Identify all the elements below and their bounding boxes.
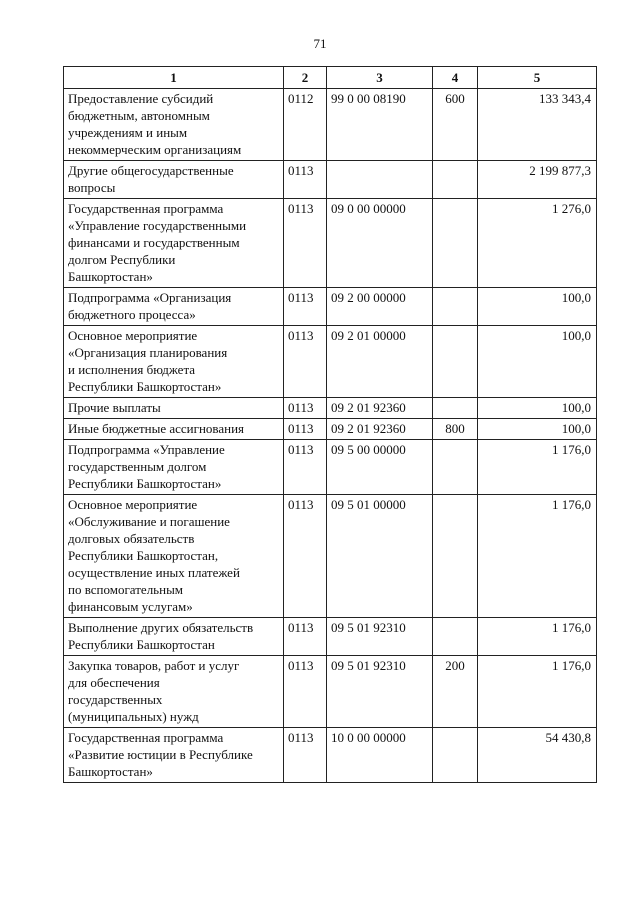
row-type <box>433 618 478 656</box>
row-target: 09 5 01 92310 <box>327 618 433 656</box>
row-section: 0113 <box>284 199 327 288</box>
table-row <box>64 419 597 440</box>
row-type: 800 <box>433 419 478 440</box>
row-target: 09 2 01 00000 <box>327 326 433 398</box>
row-type <box>433 199 478 288</box>
row-name: Выполнение других обязательств Республики Башкортостан <box>64 618 284 656</box>
table-row <box>64 89 597 161</box>
row-target: 99 0 00 08190 <box>327 89 433 161</box>
table-row <box>64 288 597 326</box>
header-col-3: 3 <box>327 67 433 89</box>
row-section: 0113 <box>284 440 327 495</box>
row-section: 0113 <box>284 656 327 728</box>
row-type <box>433 495 478 618</box>
row-name: Подпрограмма «Управление государственным долгом Республики Башкортостан» <box>64 440 284 495</box>
row-section: 0113 <box>284 161 327 199</box>
row-section: 0113 <box>284 495 327 618</box>
budget-table <box>63 66 597 783</box>
row-name: Основное мероприятие «Организация планирования и исполнения бюджета Республики Башкортостан» <box>64 326 284 398</box>
row-target: 09 5 01 92310 <box>327 656 433 728</box>
row-section: 0113 <box>284 288 327 326</box>
row-name: Предоставление субсидий бюджетным, автономным учреждениям и иным некоммерческим организациям <box>64 89 284 161</box>
row-target: 09 5 00 00000 <box>327 440 433 495</box>
row-name: Другие общегосударственные вопросы <box>64 161 284 199</box>
row-target <box>327 161 433 199</box>
table-row <box>64 495 597 618</box>
row-amount: 100,0 <box>478 398 597 419</box>
table-row <box>64 440 597 495</box>
row-target: 09 2 01 92360 <box>327 398 433 419</box>
row-type: 200 <box>433 656 478 728</box>
row-name: Основное мероприятие «Обслуживание и погашение долговых обязательств Республики Башкортостан, осуществление иных платежей по вспомогательным финансовым услугам» <box>64 495 284 618</box>
table-header-row <box>64 67 597 89</box>
row-type <box>433 161 478 199</box>
row-amount: 2 199 877,3 <box>478 161 597 199</box>
row-name: Иные бюджетные ассигнования <box>64 419 284 440</box>
row-amount: 54 430,8 <box>478 728 597 783</box>
header-col-1: 1 <box>64 67 284 89</box>
row-name: Закупка товаров, работ и услуг для обеспечения государственных (муниципальных) нужд <box>64 656 284 728</box>
row-type <box>433 288 478 326</box>
row-section: 0113 <box>284 728 327 783</box>
table-row <box>64 326 597 398</box>
table-row <box>64 618 597 656</box>
row-amount: 100,0 <box>478 326 597 398</box>
row-section: 0113 <box>284 419 327 440</box>
row-amount: 100,0 <box>478 419 597 440</box>
row-target: 09 0 00 00000 <box>327 199 433 288</box>
row-target: 10 0 00 00000 <box>327 728 433 783</box>
row-type <box>433 398 478 419</box>
row-target: 09 2 01 92360 <box>327 419 433 440</box>
table-row <box>64 161 597 199</box>
row-target: 09 5 01 00000 <box>327 495 433 618</box>
row-section: 0113 <box>284 618 327 656</box>
row-amount: 1 176,0 <box>478 440 597 495</box>
header-col-2: 2 <box>284 67 327 89</box>
row-name: Государственная программа «Развитие юстиции в Республике Башкортостан» <box>64 728 284 783</box>
row-amount: 1 176,0 <box>478 495 597 618</box>
row-amount: 1 176,0 <box>478 656 597 728</box>
row-amount: 100,0 <box>478 288 597 326</box>
table-row <box>64 398 597 419</box>
row-amount: 1 276,0 <box>478 199 597 288</box>
header-col-5: 5 <box>478 67 597 89</box>
row-type <box>433 326 478 398</box>
header-col-4: 4 <box>433 67 478 89</box>
table-row <box>64 656 597 728</box>
page-number: 71 <box>313 36 327 51</box>
row-amount: 1 176,0 <box>478 618 597 656</box>
table-row <box>64 728 597 783</box>
row-name: Прочие выплаты <box>64 398 284 419</box>
row-section: 0113 <box>284 398 327 419</box>
row-amount: 133 343,4 <box>478 89 597 161</box>
row-type: 600 <box>433 89 478 161</box>
row-name: Государственная программа «Управление государственными финансами и государственным долгом Республики Башкортостан» <box>64 199 284 288</box>
row-type <box>433 440 478 495</box>
row-section: 0112 <box>284 89 327 161</box>
row-target: 09 2 00 00000 <box>327 288 433 326</box>
table-row <box>64 199 597 288</box>
row-type <box>433 728 478 783</box>
row-name: Подпрограмма «Организация бюджетного процесса» <box>64 288 284 326</box>
row-section: 0113 <box>284 326 327 398</box>
